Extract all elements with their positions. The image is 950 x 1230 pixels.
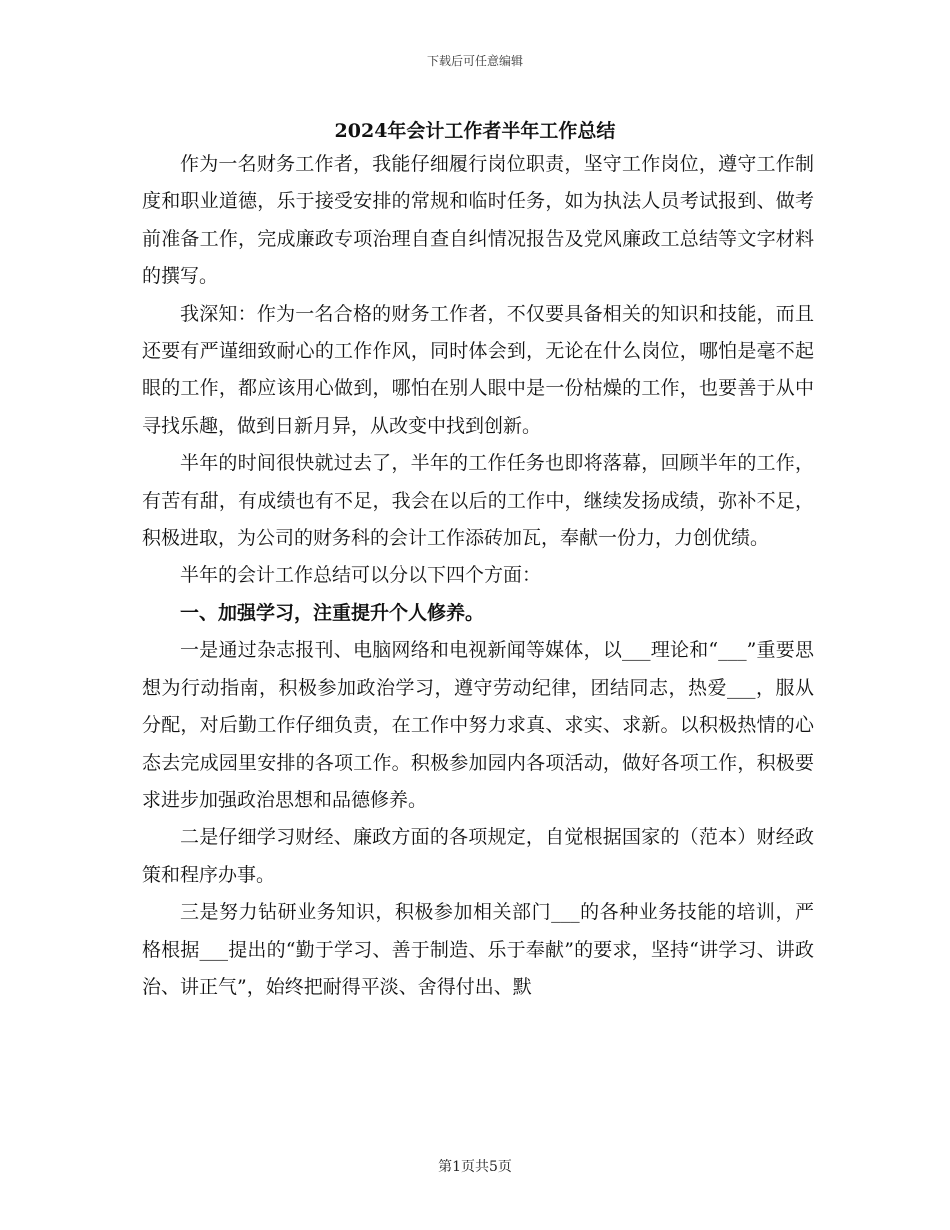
paragraph-2: 我深知：作为一名合格的财务工作者，不仅要具备相关的知识和技能，而且还要有严谨细致耐心的工作作风，同时体会到，无论在什么岗位，哪怕是毫不起眼的工作，都应该用心做到，哪怕在别人眼中是一份枯燥的工作，也要善于从中寻找乐趣，做到日新月异，从改变中找到创新。: [142, 302, 814, 437]
paragraph-1: 作为一名财务工作者，我能仔细履行岗位职责，坚守工作岗位，遵守工作制度和职业道德，乐于接受安排的常规和临时任务，如为执法人员考试报到、做考前准备工作，完成廉政专项治理自查自纠情况报告及党风廉政工总结等文字材料的撰写。: [142, 153, 814, 288]
section-heading-1: 一、加强学习，注重提升个人修养。: [180, 601, 485, 624]
page-footer: 第1页共5页: [438, 1159, 512, 1175]
paragraph-5: 一是通过杂志报刊、电脑网络和电视新闻等媒体，以___理论和“___”重要思想为行动指南，积极参加政治学习，遵守劳动纪律，团结同志，热爱___，服从分配，对后勤工作仔细负责，在工作中努力求真、求实、求新。以积极热情的心态去完成园里安排的各项工作。积极参加园内各项活动，做好各项工作，积极要求进步加强政治思想和品德修养。: [142, 639, 814, 811]
header-note: 下载后可任意编辑: [426, 54, 523, 68]
document-body: [142, 146, 814, 1006]
paragraph-6: 二是仔细学习财经、廉政方面的各项规定，自觉根据国家的（范本）财经政策和程序办事。: [142, 826, 814, 886]
paragraph-7: 三是努力钻研业务知识，积极参加相关部门___的各种业务技能的培训，严格根据___提出的“勤于学习、善于制造、乐于奉献”的要求，坚持“讲学习、讲政治、讲正气”，始终把耐得平淡、舍得付出、默: [142, 901, 814, 998]
paragraph-3: 半年的时间很快就过去了，半年的工作任务也即将落幕，回顾半年的工作，有苦有甜，有成绩也有不足，我会在以后的工作中，继续发扬成绩，弥补不足，积极进取，为公司的财务科的会计工作添砖加瓦，奉献一份力，力创优绩。: [142, 452, 814, 550]
paragraph-4: 半年的会计工作总结可以分以下四个方面：: [180, 564, 542, 587]
document-title: 2024年会计工作者半年工作总结: [334, 120, 616, 142]
